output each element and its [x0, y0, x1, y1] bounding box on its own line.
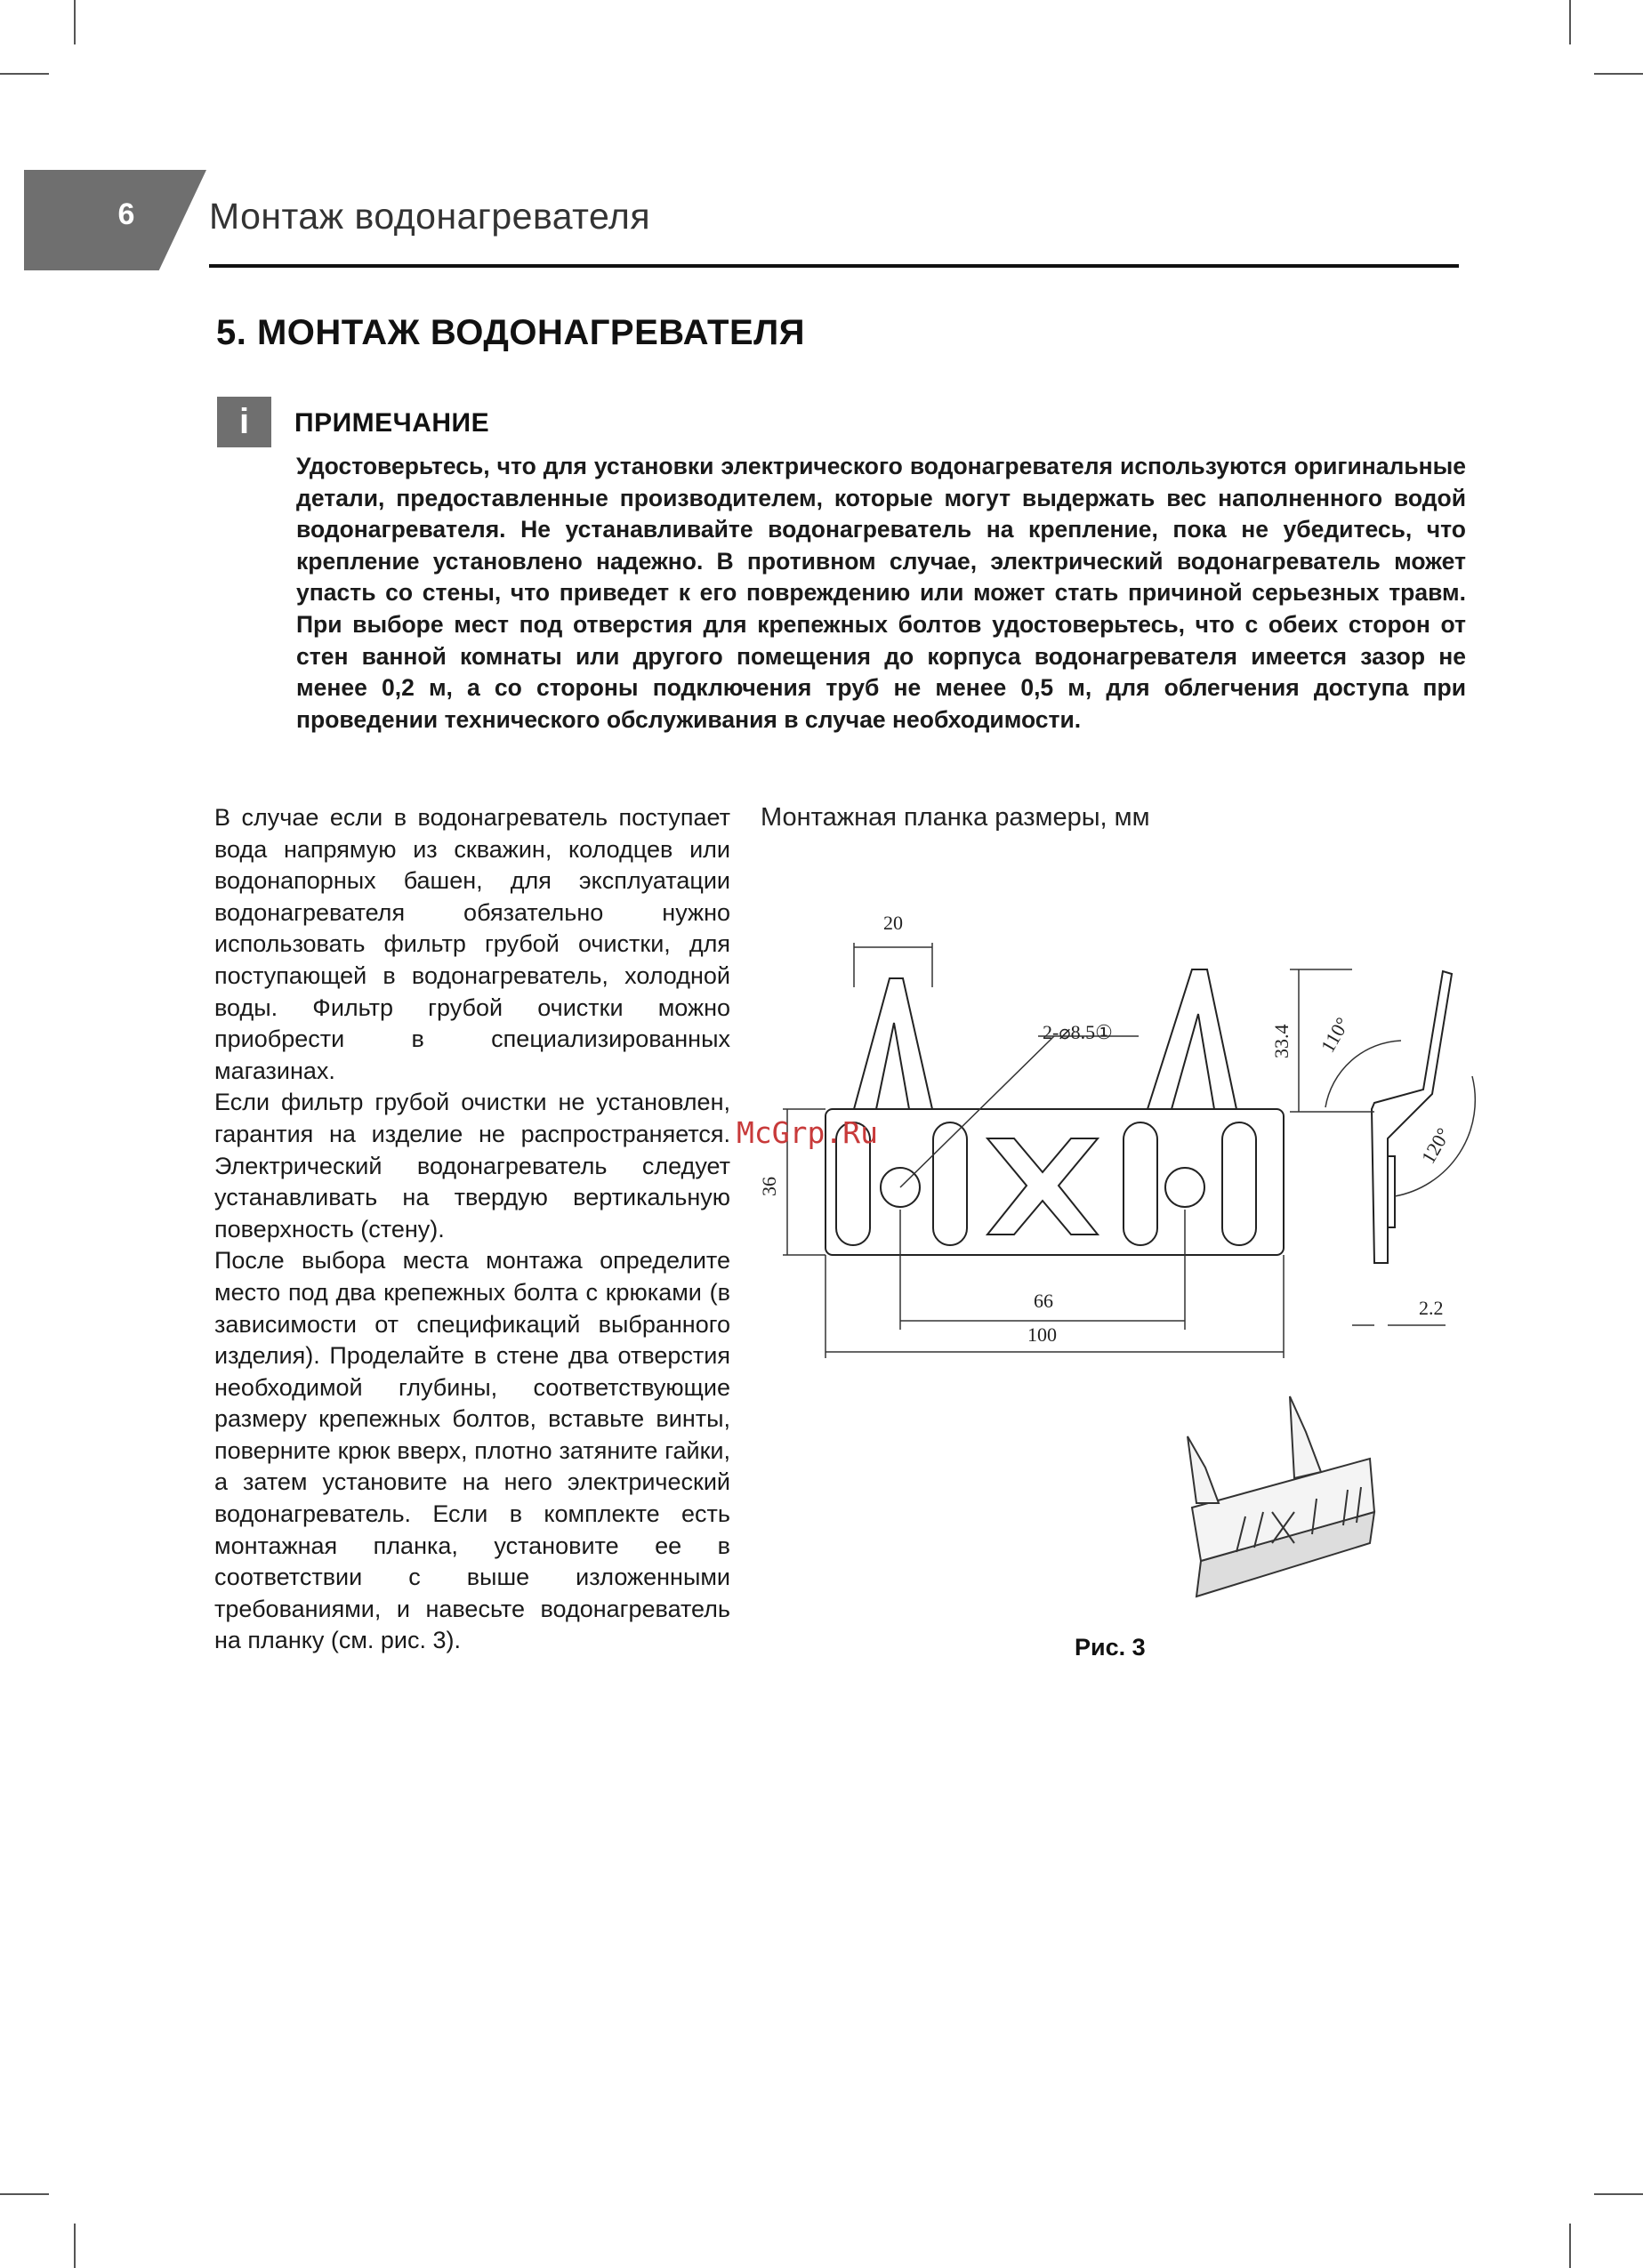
- slot: [1222, 1122, 1256, 1245]
- dim-label: 120°: [1416, 1123, 1455, 1168]
- body-paragraph: В случае если в водонагреватель поступает вода напрямую из скважин, колодцев или водонапорных башен, для эксплуатации водонагревателя обязательно нужно использовать фильтр грубой очистки, для поступающей в водонагреватель, холодной воды. Фильтр грубой очистки можно приобрести в специализированных магазинах.: [214, 804, 730, 1084]
- running-header-title: Монтаж водонагревателя: [209, 196, 651, 237]
- dim-label: 36: [758, 1177, 780, 1196]
- side-profile-bend: [1388, 1156, 1395, 1227]
- watermark: McGrp.Ru: [737, 1115, 878, 1150]
- body-paragraph: Если фильтр грубой очистки не установлен, гарантия на изделие не распространяется. Электрический водонагреватель следует устанавливать на твердую вертикальную поверхность (стену).: [214, 1089, 730, 1243]
- slot: [933, 1122, 967, 1245]
- dim-label: 100: [1027, 1323, 1057, 1346]
- dim-label: 66: [1034, 1290, 1053, 1312]
- info-icon: i: [217, 397, 271, 447]
- dim-label: 2.2: [1419, 1297, 1444, 1319]
- page-number: 6: [117, 197, 135, 231]
- mounting-hole: [1165, 1168, 1204, 1207]
- dim-label: 2-⌀8.5①: [1043, 1021, 1113, 1043]
- figure-caption: Рис. 3: [1075, 1634, 1146, 1661]
- dim-label: 20: [883, 912, 903, 934]
- body-paragraph: После выбора места монтажа определите место под два крепежных болта с крюками (в зависимости от спецификаций выбранного изделия). Проделайте в стене два отверстия необходимой глубины, соответствующие размеру крепежных болтов, вставьте винты, поверните крюк вверх, плотно затяните гайки, а затем установите на него электрический водонагреватель. Если в комплекте есть монтажная планка, установите ее в соответствии с выше изложенными требованиями, и навесьте водонагреватель на планку (см. рис. 3).: [214, 1247, 730, 1654]
- cross-slot: [987, 1138, 1098, 1235]
- dim-label: 110°: [1316, 1013, 1354, 1057]
- hook-left: [854, 978, 932, 1109]
- hook-left-inner: [876, 1023, 909, 1109]
- dim-line: [900, 1036, 1054, 1187]
- hook-right-inner: [1172, 1014, 1214, 1109]
- note-text: Удостоверьтесь, что для установки электрического водонагревателя используются оригинальные детали, предоставленные производителем, которые могут выдержать вес наполненного водой водонагревателя. Не устанавливайте водонагреватель на крепление, пока не убедитесь, что крепление установлено надежно. В противном случае, электрический водонагреватель может упасть со стены, что приведет к его повреждению или может стать причиной серьезных травм. При выборе мест под отверстия для крепежных болтов удостоверьтесь, что с обеих сторон от стен ванной комнаты или другого помещения до корпуса водонагревателя имеется зазор не менее 0,2 м, а со стороны подключения труб не менее 0,5 м, для облегчения доступа при проведении технического обслуживания в случае необходимости.: [296, 453, 1466, 733]
- figure-title: Монтажная планка размеры, мм: [761, 803, 1150, 832]
- section-title: 5. МОНТАЖ ВОДОНАГРЕВАТЕЛЯ: [216, 313, 805, 352]
- plate-outline: [826, 1109, 1284, 1255]
- isometric-plate-view: [1188, 1396, 1374, 1596]
- side-profile: [1372, 971, 1452, 1263]
- dim-label: 33.4: [1270, 1024, 1293, 1058]
- slot: [1124, 1122, 1157, 1245]
- note-label: ПРИМЕЧАНИЕ: [294, 408, 490, 438]
